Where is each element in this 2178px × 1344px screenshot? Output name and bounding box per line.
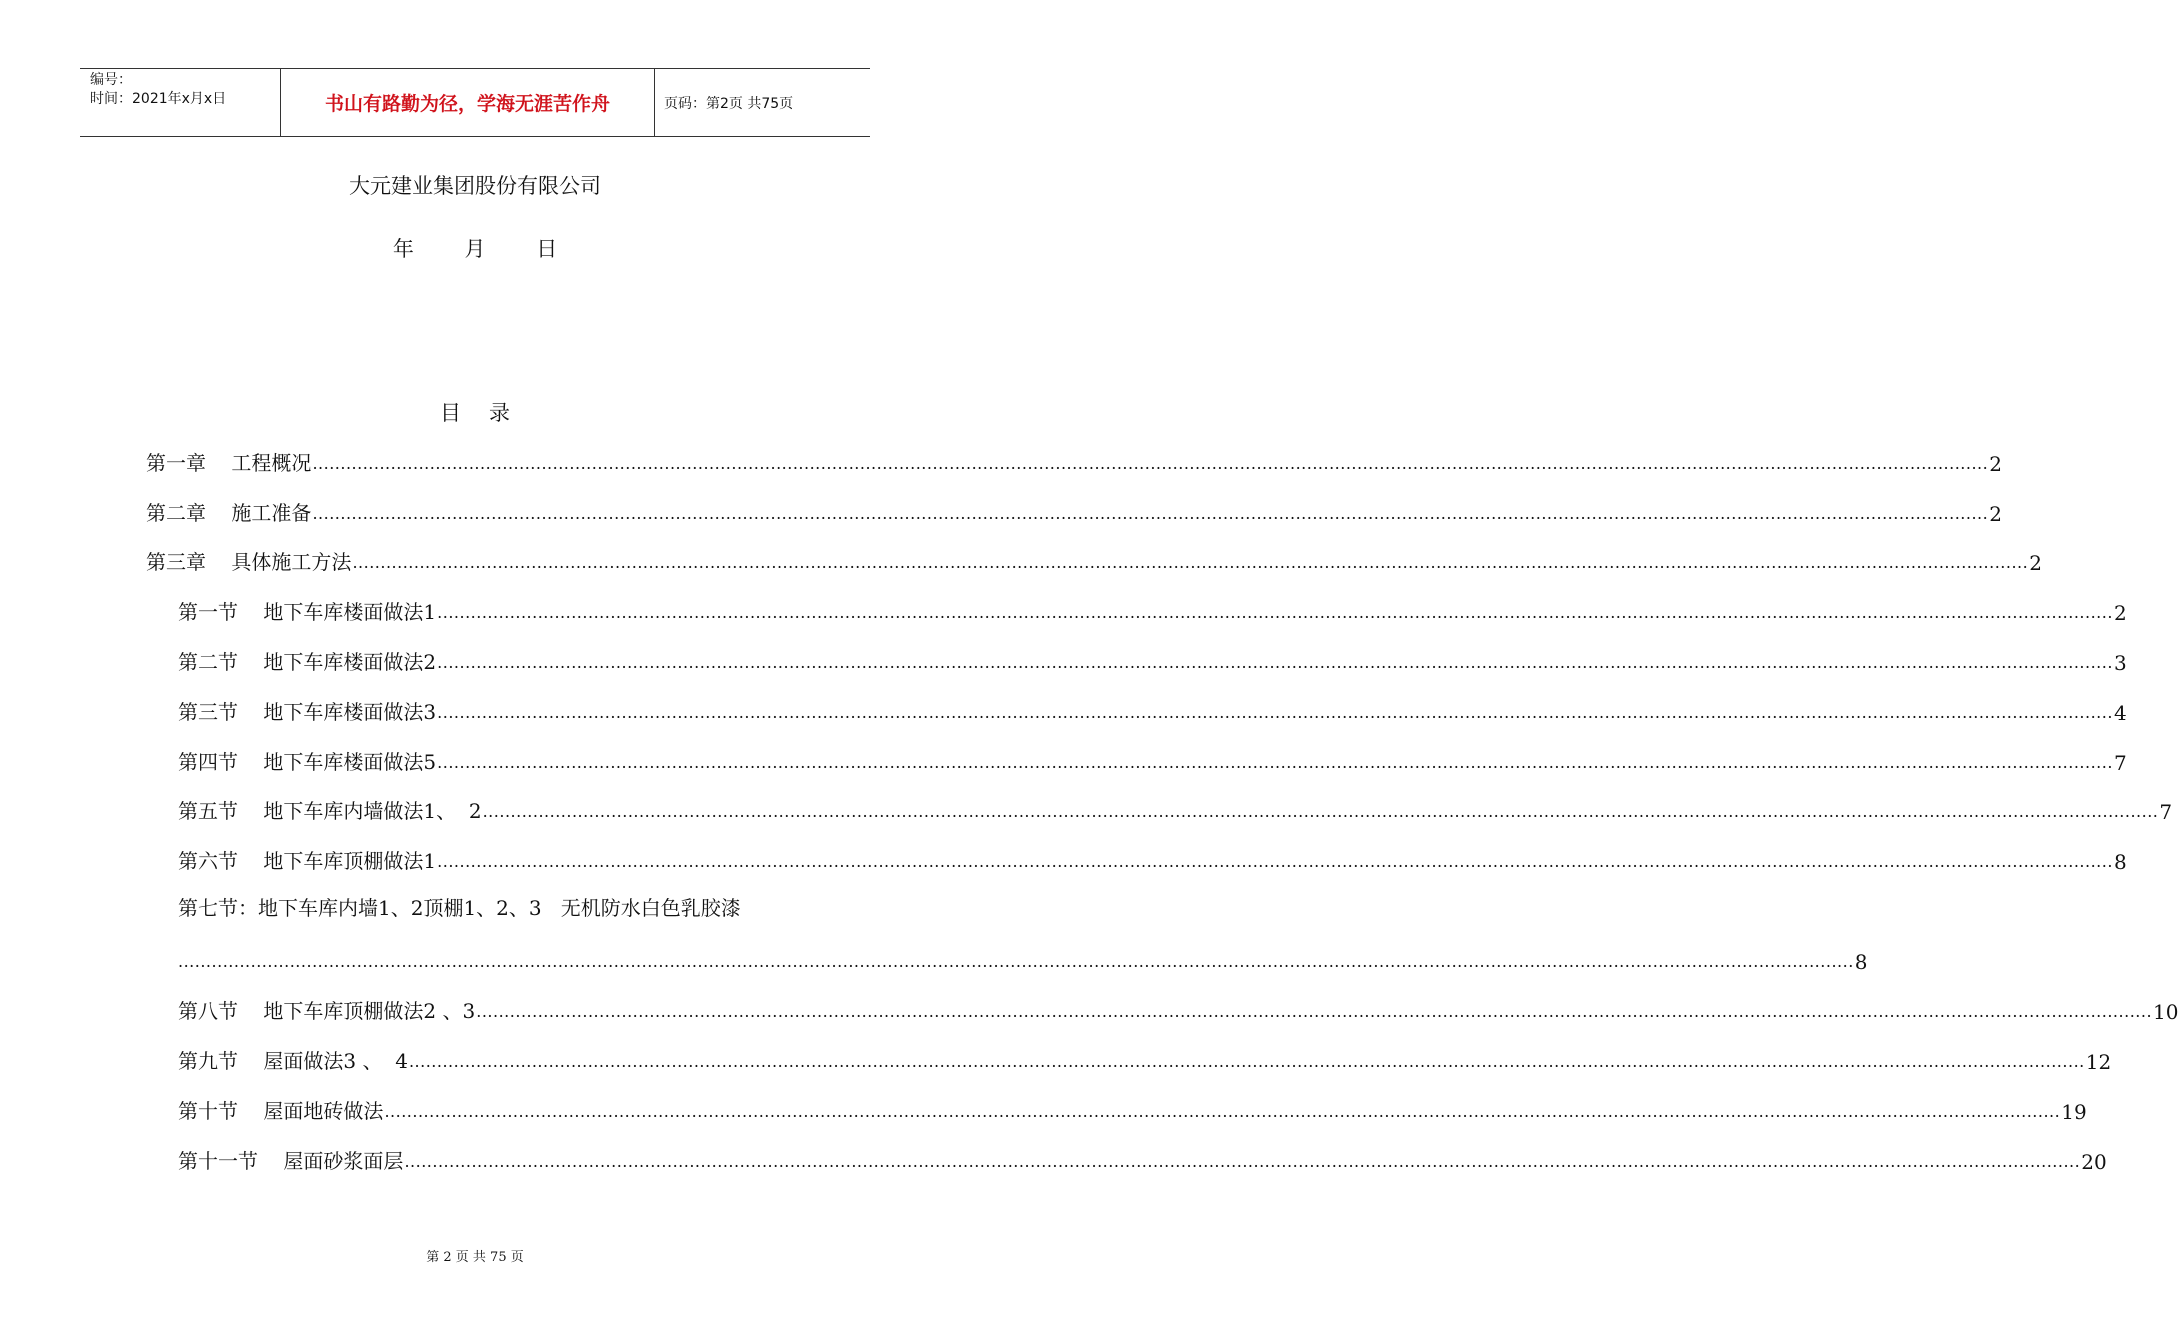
toc-entry-page: 10 <box>2153 1000 2178 1024</box>
toc-entry-label: 第十节 屋面地砖做法 <box>178 1099 384 1123</box>
toc-entry[interactable] <box>178 984 2178 1024</box>
toc-leader: ............................................................................................................................................................................................................................................................................................................ <box>312 454 1989 473</box>
toc-leader: ............................................................................................................................................................................................................................................................................................................ <box>408 1052 2085 1071</box>
toc-entry-label: 第一节 地下车库楼面做法1 <box>178 600 437 624</box>
header-meta <box>80 69 280 136</box>
toc-leader: ............................................................................................................................................................................................................................................................................................................ <box>312 504 1989 523</box>
toc-entry-label: 第四节 地下车库楼面做法5 <box>178 750 437 774</box>
page-footer: 第 2 页 共 75 页 <box>426 1250 524 1265</box>
toc-entry[interactable] <box>178 834 2127 874</box>
toc-entry-label: 第二节 地下车库楼面做法2 <box>178 650 437 674</box>
time-label: 时间：2021年x月x日 <box>90 91 227 107</box>
company-name: 大元建业集团股份有限公司 <box>349 174 601 198</box>
toc-leader: ............................................................................................................................................................................................................................................................................................................ <box>404 1152 2081 1171</box>
toc-entry[interactable] <box>178 685 2127 725</box>
toc-entry[interactable] <box>146 535 2042 575</box>
toc-entry-page: 20 <box>2081 1150 2107 1174</box>
toc-entry-page: 2 <box>2029 551 2042 575</box>
toc-entry[interactable] <box>178 735 2127 775</box>
toc-entry-label: 第九节 屋面做法3 、 4 <box>178 1049 408 1073</box>
toc-entry[interactable] <box>146 436 2002 476</box>
page-header <box>80 68 870 137</box>
toc-leader: ............................................................................................................................................................................................................................................................................................................ <box>178 952 1854 971</box>
toc-leader: ............................................................................................................................................................................................................................................................................................................ <box>384 1102 2061 1121</box>
toc-entry[interactable] <box>178 1084 2087 1124</box>
toc-leader: ............................................................................................................................................................................................................................................................................................................ <box>437 653 2113 672</box>
toc-entry-label: 第三章 具体施工方法 <box>146 550 352 574</box>
toc-entry-label: 第八节 地下车库顶棚做法2 、3 <box>178 999 476 1023</box>
header-motto: 书山有路勤为径，学海无涯苦作舟 <box>280 69 655 136</box>
toc-entry-page: 8 <box>1854 950 1868 974</box>
toc-entry-page: 4 <box>2113 701 2127 725</box>
toc-entry-continuation[interactable] <box>178 934 1868 974</box>
toc-entry[interactable] <box>146 486 2002 526</box>
toc-leader: ............................................................................................................................................................................................................................................................................................................ <box>437 603 2113 622</box>
toc-entry-page: 7 <box>2159 800 2173 824</box>
toc-entry-page: 12 <box>2085 1050 2112 1074</box>
toc-entry-page: 8 <box>2113 850 2127 874</box>
date-month: 月 <box>464 237 486 261</box>
date-day: 日 <box>536 237 558 261</box>
toc-entry-page: 2 <box>2113 601 2127 625</box>
toc-entry-label: 第十一节 屋面砂浆面层 <box>178 1149 404 1173</box>
toc-entry-page: 3 <box>2113 651 2127 675</box>
toc-entry[interactable] <box>178 585 2127 625</box>
toc-entry-label-long[interactable]: 第七节：地下车库内墙1、2顶棚1、2、3 无机防水白色乳胶漆 <box>178 896 741 920</box>
toc-entry-page: 2 <box>1989 502 2002 526</box>
toc-leader: ............................................................................................................................................................................................................................................................................................................ <box>437 753 2113 772</box>
toc-entry[interactable] <box>178 635 2127 675</box>
date-line <box>0 233 950 263</box>
toc-entry-label: 第二章 施工准备 <box>146 501 312 525</box>
toc-title: 目录 <box>440 401 538 425</box>
date-year: 年 <box>392 237 414 261</box>
toc-leader: ............................................................................................................................................................................................................................................................................................................ <box>437 703 2113 722</box>
toc-leader: ............................................................................................................................................................................................................................................................................................................ <box>437 852 2113 871</box>
toc-entry[interactable] <box>178 1134 2107 1174</box>
toc-entry-page: 7 <box>2113 751 2127 775</box>
toc-entry-label: 第五节 地下车库内墙做法1、 2 <box>178 799 482 823</box>
toc-entry-label: 第一章 工程概况 <box>146 451 312 475</box>
number-label: 编号： <box>90 72 132 88</box>
toc-entry-label: 第三节 地下车库楼面做法3 <box>178 700 437 724</box>
toc-leader: ............................................................................................................................................................................................................................................................................................................ <box>476 1002 2153 1021</box>
toc-entry-page: 2 <box>1989 452 2002 476</box>
toc-leader: ............................................................................................................................................................................................................................................................................................................ <box>352 553 2029 572</box>
toc-entry[interactable] <box>178 784 2173 824</box>
toc-entry-label: 第六节 地下车库顶棚做法1 <box>178 849 437 873</box>
toc-leader: ............................................................................................................................................................................................................................................................................................................ <box>482 802 2159 821</box>
toc-entry-page: 19 <box>2061 1100 2087 1124</box>
toc-entry[interactable] <box>178 1034 2112 1074</box>
header-page-info: 页码：第2页 共75页 <box>664 95 794 112</box>
